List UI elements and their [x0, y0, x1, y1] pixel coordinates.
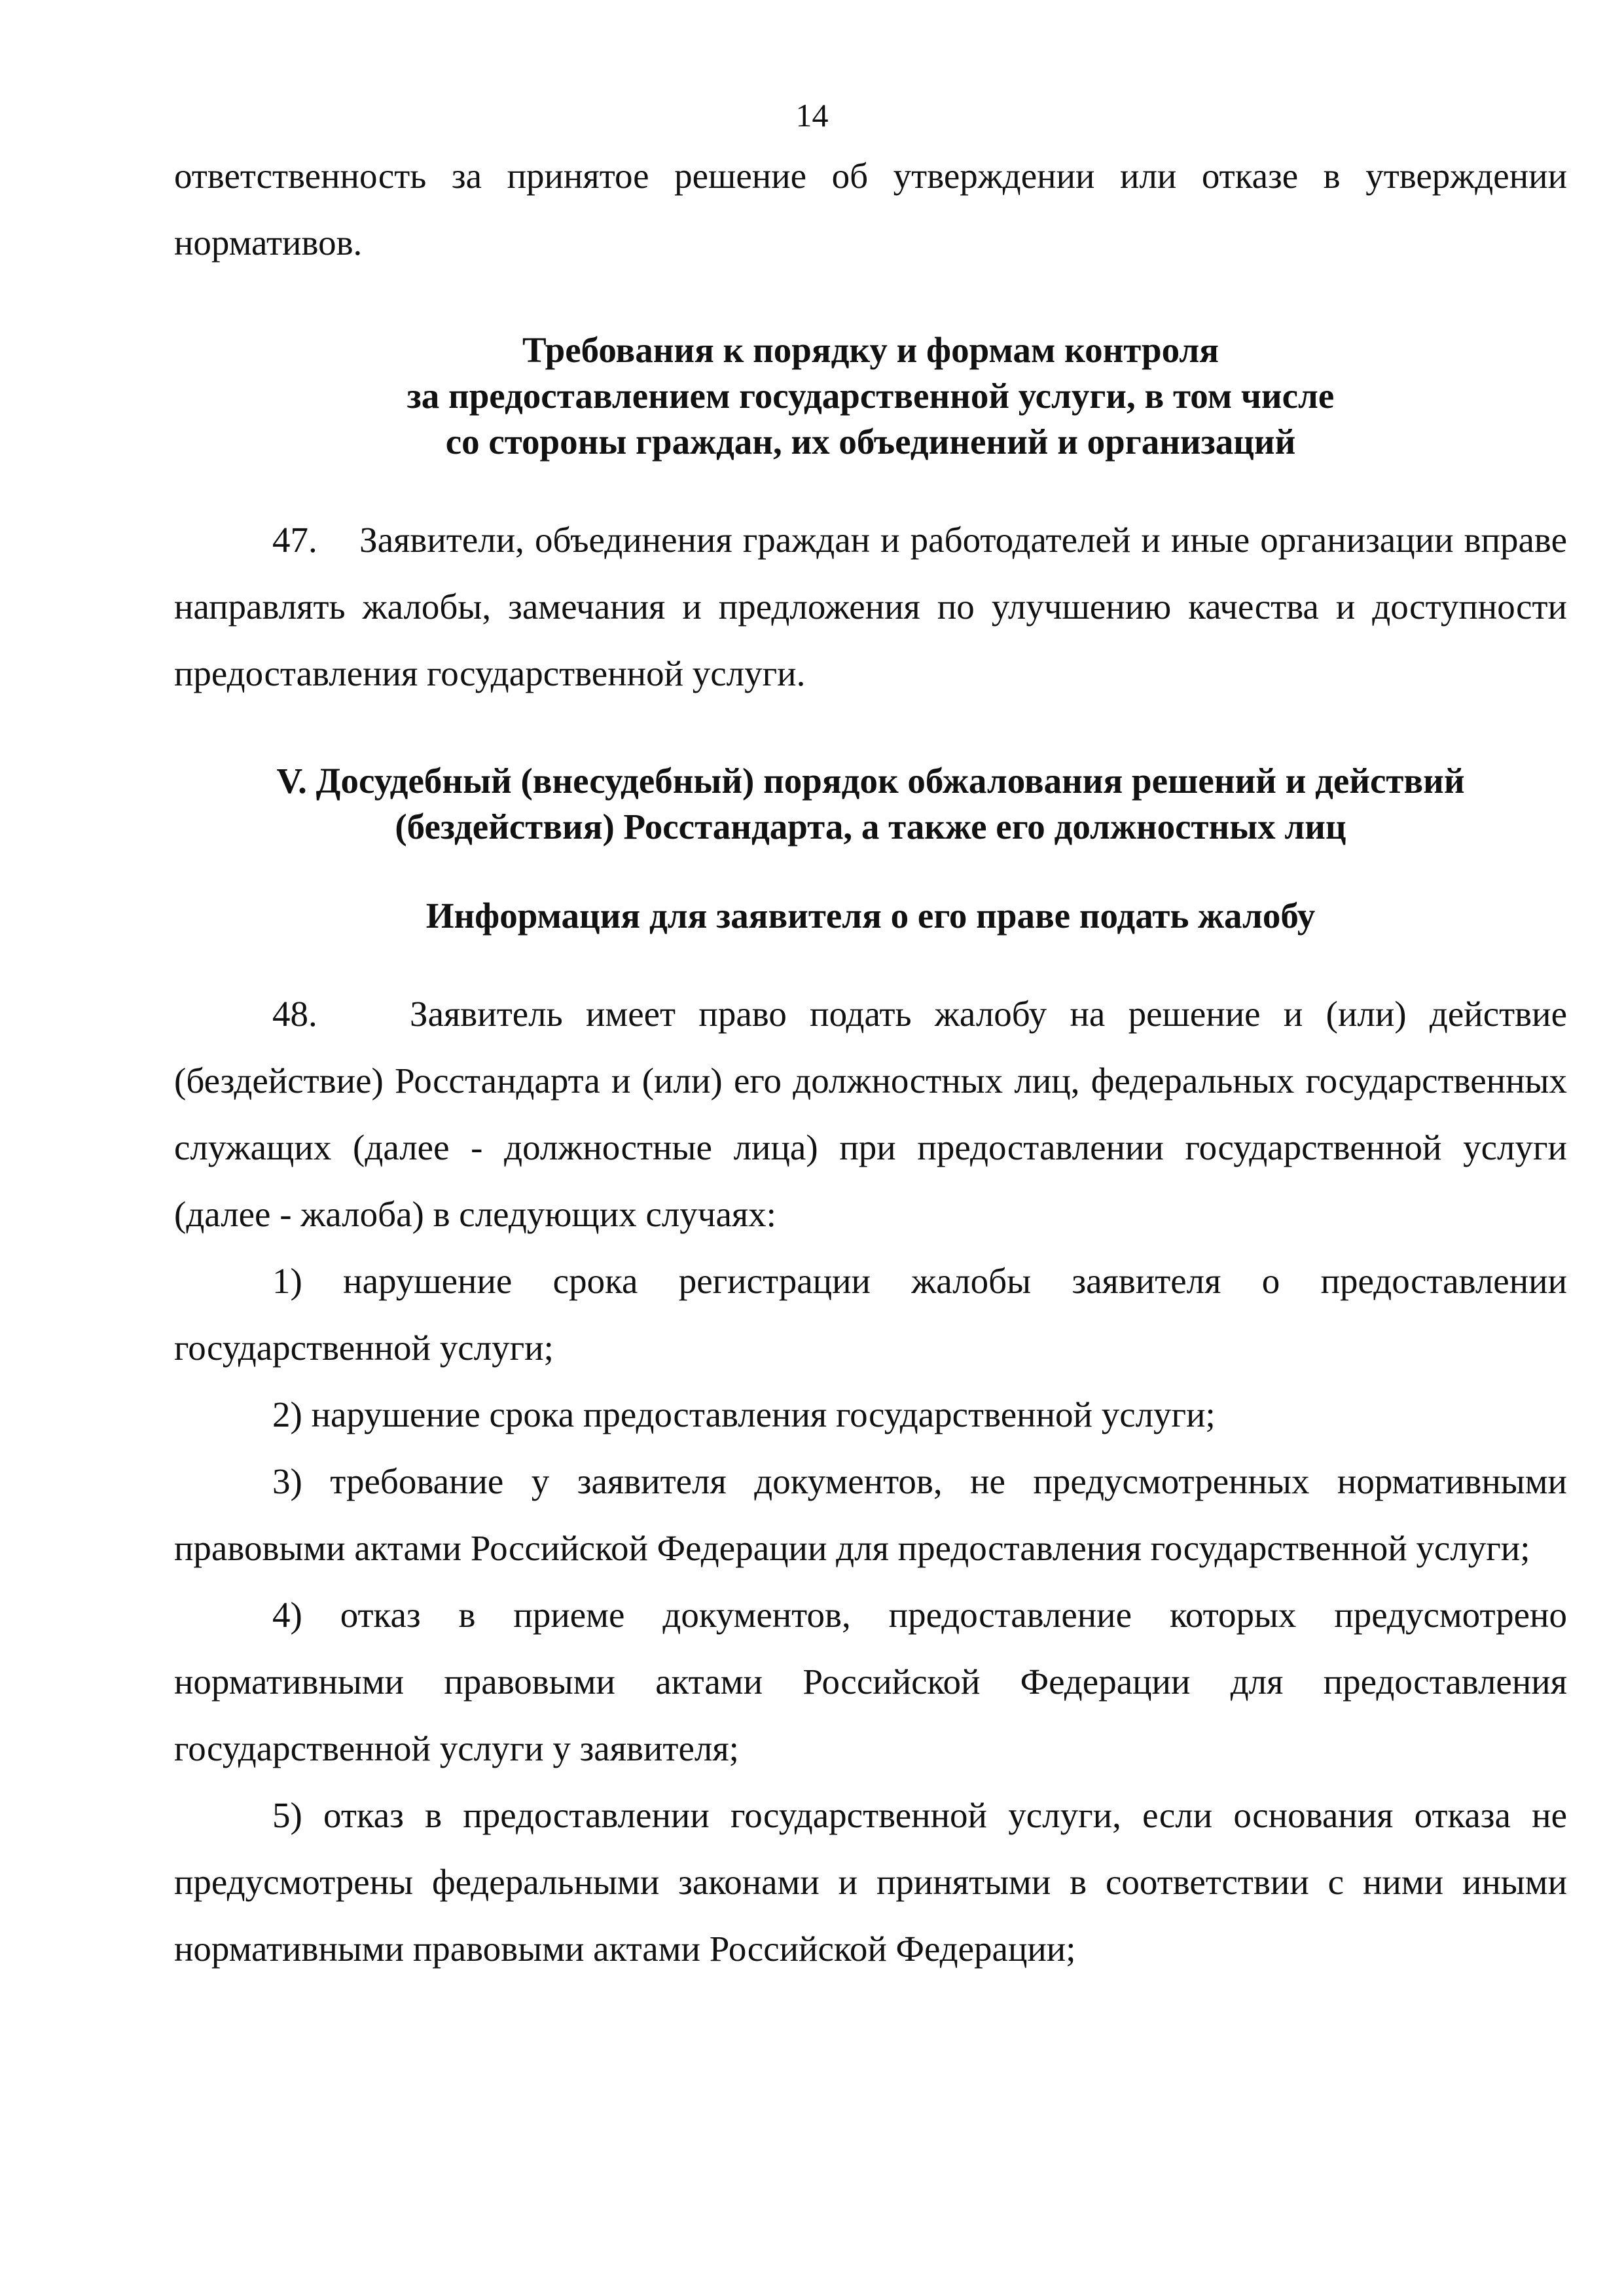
control-requirements-heading [174, 327, 1567, 465]
paragraph-text: Заявители, объединения граждан и работодателей и иные организации вправе направлять жалобы, замечания и предложения по улучшению качества и доступности предоставления государственной услуги. [174, 520, 1567, 693]
heading-line: V. Досудебный (внесудебный) порядок обжалования решений и действий [276, 761, 1465, 801]
heading-line: (бездействия) Росстандарта, а также его должностных лиц [395, 807, 1346, 847]
paragraph-text: Заявитель имеет право подать жалобу на решение и (или) действие (бездействие) Росстандарта и (или) его должностных лиц, федеральных государственных служащих (далее - должностные лица) при предоставлении государственной услуги (далее - жалоба) в следующих случаях: [174, 994, 1568, 1234]
intro-paragraph: ответственность за принятое решение об утверждении или отказе в утверждении нормативов. [174, 156, 1567, 263]
paragraph-number: 48. [272, 994, 317, 1034]
case-item: 5) отказ в предоставлении государственной услуги, если основания отказа не предусмотрены федеральными законами и принятыми в соответствии с ними иными нормативными правовыми актами Российской Федерации; [174, 1795, 1567, 1969]
case-item: 3) требование у заявителя документов, не предусмотренных нормативными правовыми актами Российской Федерации для предоставления государственной услуги; [174, 1461, 1567, 1568]
complaint-info-subheading: Информация для заявителя о его праве подать жалобу [425, 896, 1316, 936]
paragraph-number: 47. [272, 520, 317, 560]
page-number: 14 [795, 97, 829, 134]
heading-line: со стороны граждан, их объединений и организаций [445, 422, 1296, 462]
heading-line: Требования к порядку и формам контроля [522, 330, 1219, 370]
paragraph-47 [174, 507, 1567, 707]
case-item: 2) нарушение срока предоставления государственной услуги; [272, 1394, 1216, 1434]
paragraph-48 [174, 981, 1567, 1248]
heading-line: за предоставлением государственной услуги, в том числе [406, 376, 1335, 416]
section-v-heading [174, 758, 1567, 850]
case-item: 4) отказ в приеме документов, предоставление которых предусмотрено нормативными правовыми актами Российской Федерации для предоставления государственной услуги у заявителя; [174, 1595, 1567, 1768]
document-body [174, 143, 1567, 1982]
case-item: 1) нарушение срока регистрации жалобы заявителя о предоставлении государственной услуги; [174, 1261, 1567, 1368]
